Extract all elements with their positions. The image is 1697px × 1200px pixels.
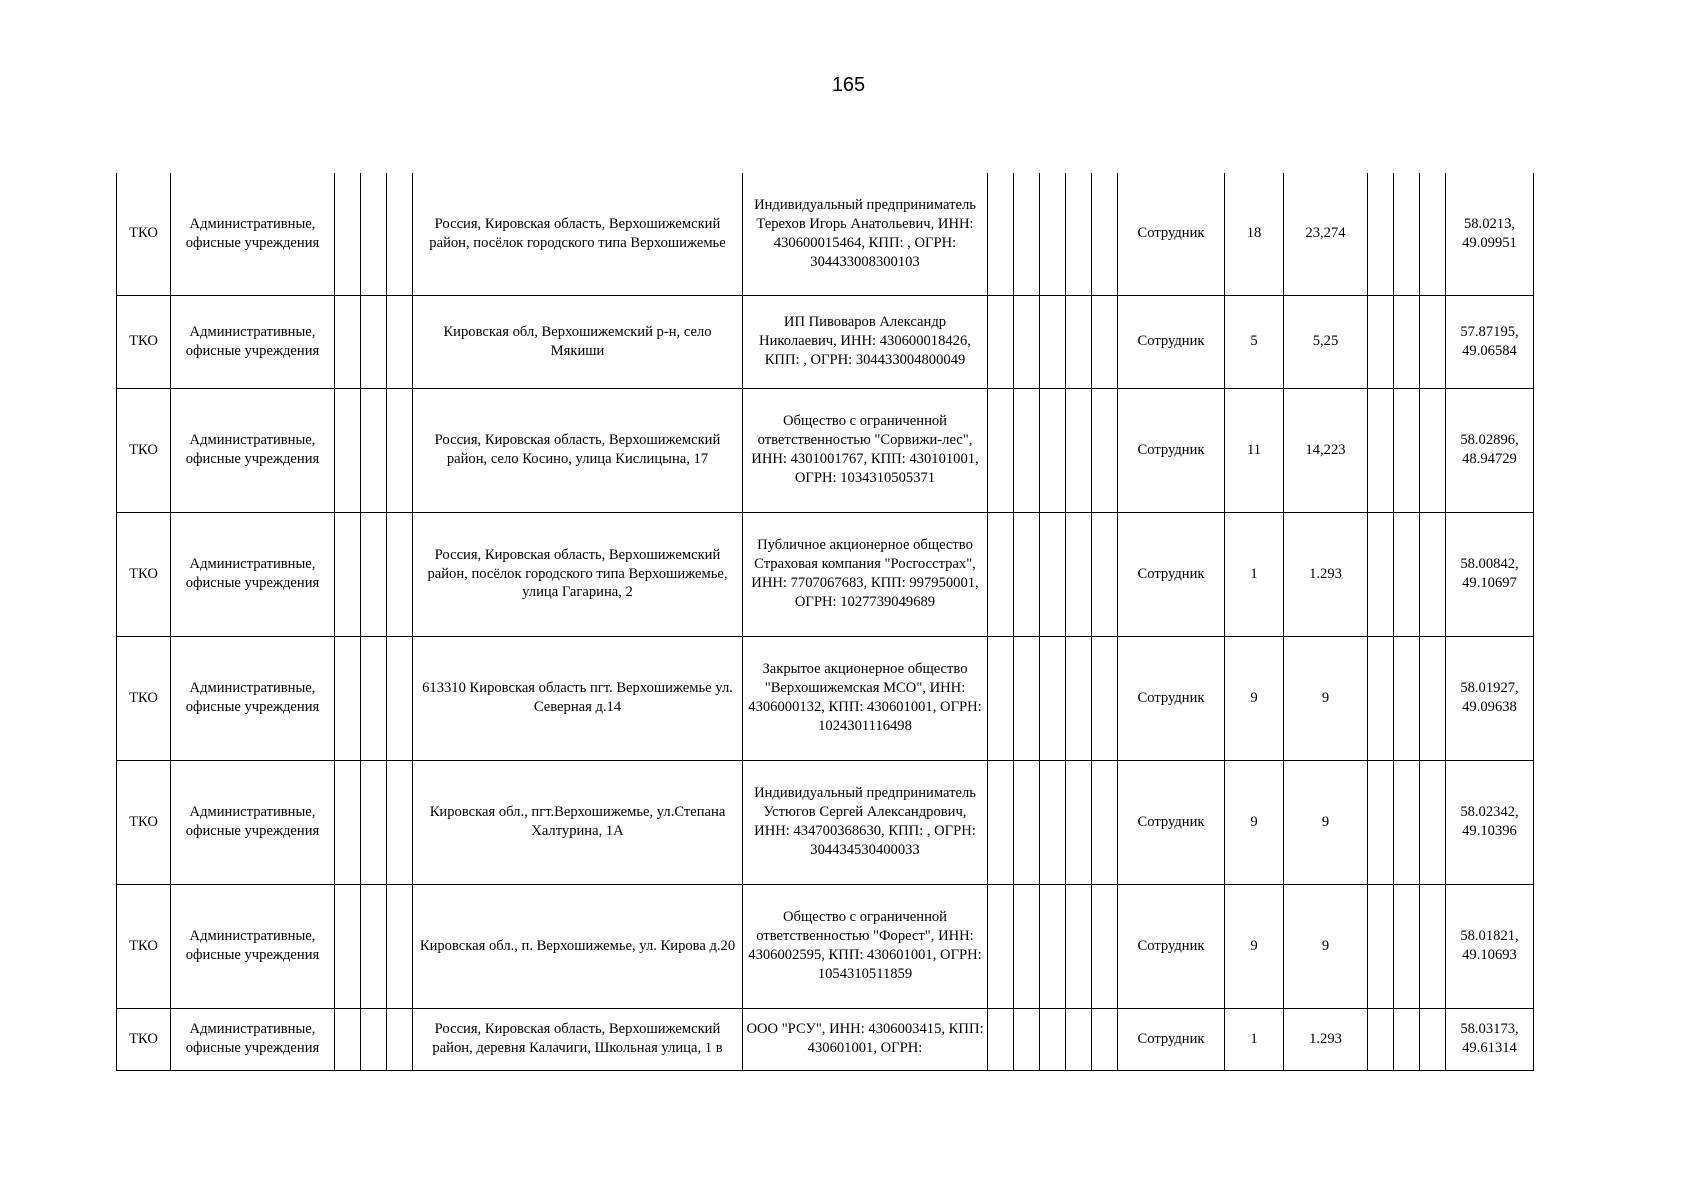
cell-empty [335, 295, 361, 388]
cell-unit: Сотрудник [1118, 173, 1225, 295]
cell-empty [1394, 884, 1420, 1008]
cell-organization: Публичное акционерное общество Страховая компания "Росгосстрах", ИНН: 7707067683, КПП: 997950001, ОГРН: 1027739049689 [743, 512, 988, 636]
cell-address: Кировская обл, Верхошижемский р-н, село Мякиши [413, 295, 743, 388]
cell-empty [361, 512, 387, 636]
cell-organization: Индивидуальный предприниматель Устюгов Сергей Александрович, ИНН: 434700368630, КПП: , ОГРН: 304434530400033 [743, 760, 988, 884]
cell-empty [1092, 760, 1118, 884]
cell-volume: 1.293 [1284, 512, 1368, 636]
cell-coordinates: 58.02342, 49.10396 [1446, 760, 1534, 884]
cell-empty [1368, 636, 1394, 760]
cell-organization: ООО "РСУ", ИНН: 4306003415, КПП: 430601001, ОГРН: [743, 1008, 988, 1070]
cell-empty [1394, 636, 1420, 760]
cell-volume: 14,223 [1284, 388, 1368, 512]
cell-address: Россия, Кировская область, Верхошижемский район, посёлок городского типа Верхошижемье [413, 173, 743, 295]
cell-empty [1092, 173, 1118, 295]
cell-empty [361, 884, 387, 1008]
cell-empty [1066, 760, 1092, 884]
table-row [117, 760, 1534, 884]
cell-quantity: 9 [1225, 760, 1284, 884]
cell-empty [1394, 295, 1420, 388]
cell-empty [361, 173, 387, 295]
cell-empty [1066, 173, 1092, 295]
cell-coordinates: 58.02896, 48.94729 [1446, 388, 1534, 512]
cell-empty [1394, 760, 1420, 884]
cell-empty [1092, 512, 1118, 636]
cell-empty [1014, 636, 1040, 760]
cell-empty [988, 295, 1014, 388]
cell-empty [988, 884, 1014, 1008]
cell-coordinates: 58.01821, 49.10693 [1446, 884, 1534, 1008]
cell-empty [1368, 173, 1394, 295]
cell-empty [1014, 760, 1040, 884]
cell-empty [1394, 388, 1420, 512]
table-row [117, 636, 1534, 760]
cell-empty [1394, 173, 1420, 295]
table-row [117, 388, 1534, 512]
cell-address: Россия, Кировская область, Верхошижемский район, посёлок городского типа Верхошижемье, улица Гагарина, 2 [413, 512, 743, 636]
cell-empty [1420, 884, 1446, 1008]
cell-unit: Сотрудник [1118, 884, 1225, 1008]
cell-category: Административные, офисные учреждения [171, 1008, 335, 1070]
cell-unit: Сотрудник [1118, 295, 1225, 388]
cell-quantity: 18 [1225, 173, 1284, 295]
cell-unit: Сотрудник [1118, 388, 1225, 512]
cell-empty [1040, 295, 1066, 388]
cell-empty [1040, 884, 1066, 1008]
cell-category: Административные, офисные учреждения [171, 295, 335, 388]
cell-empty [1394, 1008, 1420, 1070]
cell-empty [1092, 1008, 1118, 1070]
cell-empty [1420, 173, 1446, 295]
cell-empty [387, 636, 413, 760]
table-row [117, 884, 1534, 1008]
cell-waste: ТКО [117, 760, 171, 884]
cell-category: Административные, офисные учреждения [171, 636, 335, 760]
cell-empty [1092, 295, 1118, 388]
cell-volume: 1.293 [1284, 1008, 1368, 1070]
cell-quantity: 9 [1225, 636, 1284, 760]
cell-category: Административные, офисные учреждения [171, 512, 335, 636]
cell-quantity: 1 [1225, 1008, 1284, 1070]
cell-empty [988, 636, 1014, 760]
cell-empty [335, 173, 361, 295]
cell-empty [335, 760, 361, 884]
cell-quantity: 5 [1225, 295, 1284, 388]
cell-unit: Сотрудник [1118, 636, 1225, 760]
cell-empty [1066, 1008, 1092, 1070]
cell-waste: ТКО [117, 512, 171, 636]
cell-empty [387, 295, 413, 388]
cell-empty [1014, 512, 1040, 636]
cell-empty [988, 388, 1014, 512]
cell-empty [1040, 760, 1066, 884]
cell-empty [361, 388, 387, 512]
cell-organization: Закрытое акционерное общество "Верхошижемская МСО", ИНН: 4306000132, КПП: 430601001, ОГРН: 1024301116498 [743, 636, 988, 760]
cell-organization: Общество с ограниченной ответственностью "Сорвижи-лес", ИНН: 4301001767, КПП: 430101001, ОГРН: 1034310505371 [743, 388, 988, 512]
cell-empty [335, 884, 361, 1008]
cell-address: 613310 Кировская область пгт. Верхошижемье ул. Северная д.14 [413, 636, 743, 760]
cell-empty [387, 884, 413, 1008]
cell-waste: ТКО [117, 388, 171, 512]
cell-address: Кировская обл., пгт.Верхошижемье, ул.Степана Халтурина, 1А [413, 760, 743, 884]
cell-quantity: 1 [1225, 512, 1284, 636]
table-row [117, 173, 1534, 295]
cell-empty [1368, 512, 1394, 636]
cell-empty [1040, 512, 1066, 636]
page-number: 165 [831, 74, 866, 96]
cell-volume: 23,274 [1284, 173, 1368, 295]
cell-empty [988, 512, 1014, 636]
cell-coordinates: 58.01927, 49.09638 [1446, 636, 1534, 760]
cell-unit: Сотрудник [1118, 1008, 1225, 1070]
cell-empty [361, 760, 387, 884]
cell-empty [1394, 512, 1420, 636]
cell-empty [1420, 295, 1446, 388]
cell-empty [387, 173, 413, 295]
cell-empty [1092, 884, 1118, 1008]
cell-empty [335, 1008, 361, 1070]
cell-empty [1368, 1008, 1394, 1070]
cell-category: Административные, офисные учреждения [171, 173, 335, 295]
cell-volume: 5,25 [1284, 295, 1368, 388]
cell-empty [1066, 884, 1092, 1008]
cell-empty [387, 388, 413, 512]
cell-empty [361, 295, 387, 388]
cell-organization: Общество с ограниченной ответственностью "Форест", ИНН: 4306002595, КПП: 430601001, ОГРН: 1054310511859 [743, 884, 988, 1008]
cell-empty [361, 1008, 387, 1070]
cell-empty [1420, 512, 1446, 636]
cell-unit: Сотрудник [1118, 760, 1225, 884]
cell-quantity: 11 [1225, 388, 1284, 512]
cell-empty [1066, 512, 1092, 636]
cell-coordinates: 57.87195, 49.06584 [1446, 295, 1534, 388]
cell-empty [1066, 295, 1092, 388]
cell-empty [1420, 636, 1446, 760]
cell-empty [1368, 884, 1394, 1008]
cell-category: Административные, офисные учреждения [171, 760, 335, 884]
cell-waste: ТКО [117, 1008, 171, 1070]
cell-empty [988, 760, 1014, 884]
cell-waste: ТКО [117, 636, 171, 760]
cell-empty [1066, 388, 1092, 512]
cell-volume: 9 [1284, 636, 1368, 760]
cell-empty [1092, 636, 1118, 760]
cell-empty [1014, 173, 1040, 295]
cell-address: Кировская обл., п. Верхошижемье, ул. Кирова д.20 [413, 884, 743, 1008]
cell-empty [1420, 1008, 1446, 1070]
cell-organization: Индивидуальный предприниматель Терехов Игорь Анатольевич, ИНН: 430600015464, КПП: , ОГРН: 304433008300103 [743, 173, 988, 295]
cell-empty [988, 1008, 1014, 1070]
waste-registry-table [116, 173, 1534, 1071]
cell-coordinates: 58.00842, 49.10697 [1446, 512, 1534, 636]
cell-address: Россия, Кировская область, Верхошижемский район, село Косино, улица Кислицына, 17 [413, 388, 743, 512]
cell-empty [335, 388, 361, 512]
cell-category: Административные, офисные учреждения [171, 388, 335, 512]
cell-waste: ТКО [117, 295, 171, 388]
cell-empty [988, 173, 1014, 295]
table-row [117, 512, 1534, 636]
cell-empty [335, 512, 361, 636]
cell-category: Административные, офисные учреждения [171, 884, 335, 1008]
cell-empty [1368, 760, 1394, 884]
cell-empty [387, 760, 413, 884]
cell-empty [1368, 295, 1394, 388]
cell-coordinates: 58.03173, 49.61314 [1446, 1008, 1534, 1070]
cell-empty [1066, 636, 1092, 760]
cell-volume: 9 [1284, 884, 1368, 1008]
cell-empty [1092, 388, 1118, 512]
cell-organization: ИП Пивоваров Александр Николаевич, ИНН: 430600018426, КПП: , ОГРН: 304433004800049 [743, 295, 988, 388]
cell-empty [387, 512, 413, 636]
cell-empty [1014, 884, 1040, 1008]
cell-empty [1014, 1008, 1040, 1070]
cell-unit: Сотрудник [1118, 512, 1225, 636]
cell-empty [361, 636, 387, 760]
table-row [117, 1008, 1534, 1070]
cell-waste: ТКО [117, 173, 171, 295]
cell-empty [1420, 760, 1446, 884]
cell-empty [387, 1008, 413, 1070]
cell-empty [1014, 388, 1040, 512]
cell-empty [1014, 295, 1040, 388]
cell-empty [1040, 1008, 1066, 1070]
cell-empty [335, 636, 361, 760]
cell-empty [1420, 388, 1446, 512]
cell-waste: ТКО [117, 884, 171, 1008]
cell-volume: 9 [1284, 760, 1368, 884]
table-row [117, 295, 1534, 388]
cell-empty [1368, 388, 1394, 512]
cell-quantity: 9 [1225, 884, 1284, 1008]
cell-coordinates: 58.0213, 49.09951 [1446, 173, 1534, 295]
cell-empty [1040, 388, 1066, 512]
cell-empty [1040, 636, 1066, 760]
cell-empty [1040, 173, 1066, 295]
cell-address: Россия, Кировская область, Верхошижемский район, деревня Калачиги, Школьная улица, 1 в [413, 1008, 743, 1070]
